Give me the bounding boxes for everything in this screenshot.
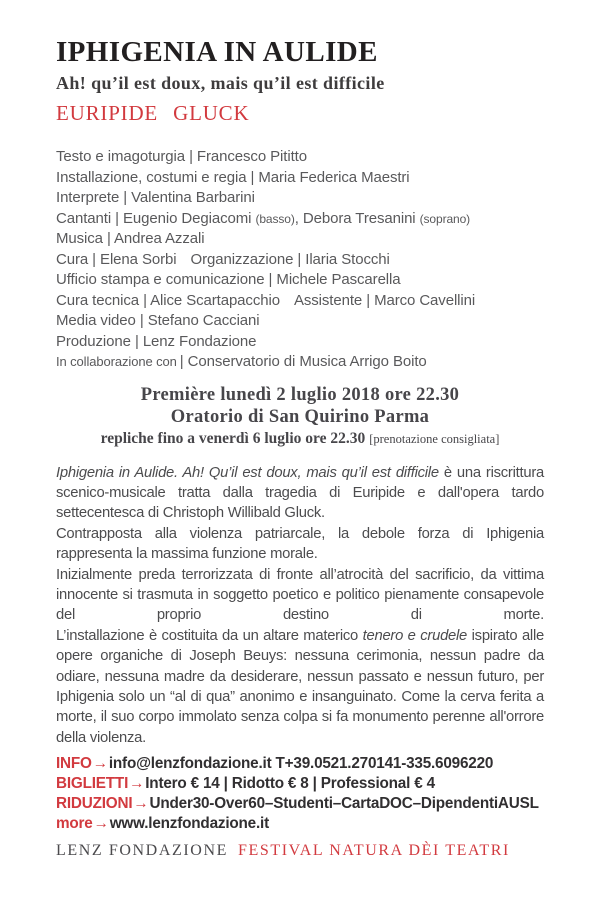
info-label: BIGLIETTI	[56, 775, 129, 793]
body-title-italic: Iphigenia in Aulide. Ah! Qu’il est doux, mais qu’il est difficile	[56, 464, 439, 481]
body-text: è una riscrittura scenico-musicale tratta dalla tragedia di Euripide e dall'opera tardo settecentesca di Christoph Willibald Gluck.	[56, 464, 544, 522]
repliche-text: repliche fino a venerdì 6 luglio ore 22.30	[100, 429, 366, 447]
booking-note: [prenotazione consigliata]	[369, 431, 500, 446]
info-line-contact	[56, 754, 544, 774]
credit-text: Cura tecnica | Alice Scartapacchio	[56, 291, 280, 309]
credit-text: Cantanti | Eugenio Degiacomi	[56, 209, 256, 227]
body-text: L’installazione è costituita da un altare materico	[56, 627, 363, 644]
credit-line-cantanti	[56, 209, 544, 230]
discount-categories: Under30-Over60–Studenti–CartaDOC–DipendentiAUSL	[149, 795, 539, 813]
premiere-repliche-line	[56, 428, 544, 450]
info-label: RIDUZIONI	[56, 795, 133, 813]
credit-text: Organizzazione | Ilaria Stocchi	[190, 250, 390, 268]
body-paragraph-3: Inizialmente preda terrorizzata di fronte all’atrocità del sacrificio, da vittima innocente si trasmuta in soggetto poetico e politico pienamente consapevole del proprio destino di morte.	[56, 566, 544, 624]
organization-name: LENZ FONDAZIONE	[56, 842, 228, 860]
website-link[interactable]: www.lenzfondazione.it	[109, 815, 269, 833]
authors-line: EURIPIDE GLUCK	[56, 101, 250, 125]
info-line-more	[56, 814, 544, 834]
credits-section	[56, 147, 544, 373]
body-paragraph-4	[56, 626, 544, 748]
info-line-tickets	[56, 774, 544, 794]
ticket-prices: Intero € 14 | Ridotto € 8 | Professional € 4	[145, 775, 435, 793]
credit-note-basso: (basso)	[255, 211, 295, 226]
credit-line-testo: Testo e imagoturgia | Francesco Pititto	[56, 148, 307, 165]
premiere-venue-line: Oratorio di San Quirino Parma	[170, 406, 430, 427]
credit-text: Assistente | Marco Cavellini	[293, 291, 476, 309]
credit-line-interprete: Interprete | Valentina Barbarini	[56, 189, 255, 206]
body-paragraph-2: Contrapposta alla violenza patriarcale, la debole forza di Iphigenia rappresenta la massima funzione morale.	[56, 525, 544, 563]
credit-line-produzione: Produzione | Lenz Fondazione	[56, 332, 257, 350]
credit-line-collaborazione	[56, 352, 544, 373]
credit-line-media-video: Media video | Stefano Cacciani	[56, 312, 260, 329]
credit-line-cura-organizzazione	[56, 250, 544, 271]
subtitle: Ah! qu’il est doux, mais qu’il est difficile	[56, 73, 385, 93]
description-section	[56, 463, 544, 749]
right-arrow-icon: →	[133, 795, 149, 813]
festival-name: FESTIVAL NATURA DÈI TEATRI	[237, 842, 510, 860]
premiere-section	[56, 384, 544, 450]
info-line-discounts	[56, 794, 544, 814]
page-title: IPHIGENIA IN AULIDE	[56, 36, 378, 68]
flyer-footer	[56, 842, 544, 860]
credit-line-musica: Musica | Andrea Azzali	[56, 230, 205, 247]
credit-note-soprano: (soprano)	[419, 211, 471, 226]
body-text: ispirato alle opere organiche di Joseph Beuys: nessuna cerimonia, nessun padre da odiare, nessuna madre da desiderare, nessun passato e nessun futuro, per Iphigenia solo un “al di qua” anonimo e insanguinato. Come la cerva ferita a morte, il suo corpo immolato senza colpa si fa monumento perenne all'orrore della violenza.	[56, 627, 544, 746]
contact-email-phone[interactable]: info@lenzfondazione.it T+39.0521.270141-335.6096220	[108, 755, 494, 773]
credit-line-ufficio-stampa: Ufficio stampa e comunicazione | Michele Pascarella	[56, 271, 401, 288]
info-label: INFO	[56, 755, 92, 773]
credit-line-installazione: Installazione, costumi e regia | Maria Federica Maestri	[56, 168, 410, 186]
info-label: more	[56, 815, 93, 833]
flyer-header	[56, 36, 544, 126]
right-arrow-icon: →	[93, 815, 109, 833]
credit-collab-label: In collaborazione con	[56, 354, 177, 369]
info-section	[56, 754, 544, 834]
credit-text: | Conservatorio di Musica Arrigo Boito	[179, 353, 427, 370]
credit-line-cura-tecnica	[56, 291, 544, 312]
body-italic-phrase: tenero e crudele	[362, 627, 468, 644]
right-arrow-icon: →	[92, 755, 108, 773]
credit-text: , Debora Tresanini	[294, 209, 420, 227]
credit-text: Cura | Elena Sorbi	[56, 250, 177, 268]
body-paragraph-1	[56, 463, 544, 524]
right-arrow-icon: →	[129, 775, 145, 793]
premiere-date-line: Première lunedì 2 luglio 2018 ore 22.30	[140, 384, 460, 405]
